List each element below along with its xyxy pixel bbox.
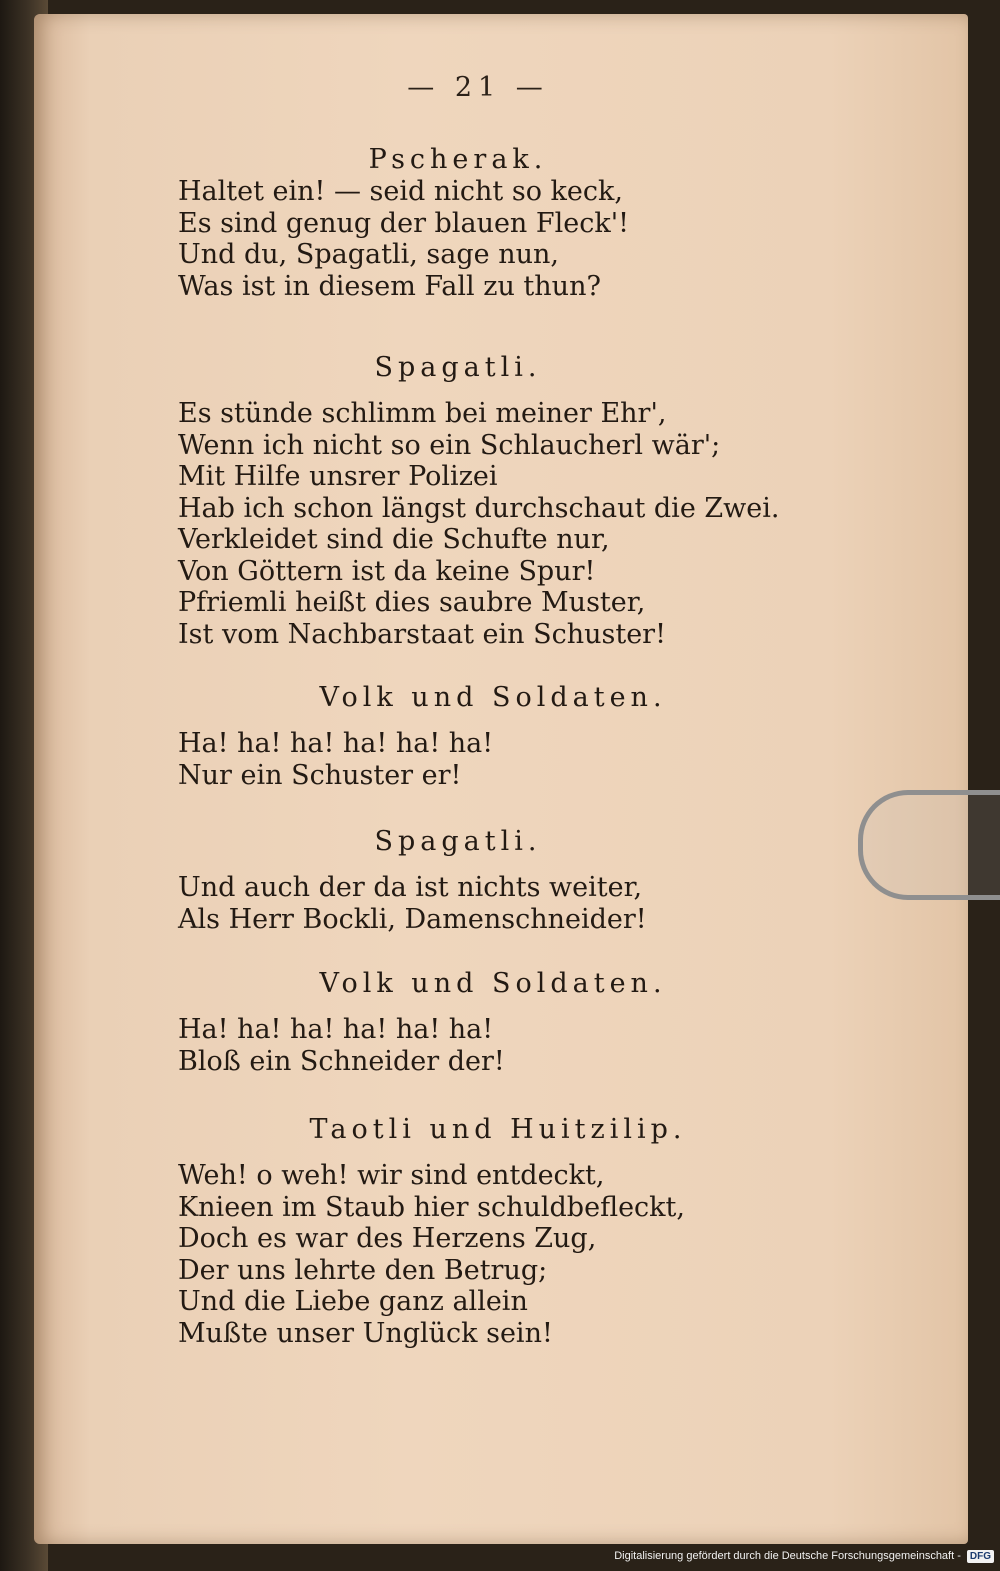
- verse-line: Mußte unser Unglück sein!: [178, 1317, 553, 1349]
- section-spagatli-1: [178, 352, 798, 650]
- speaker-heading: Pscherak.: [368, 144, 548, 175]
- speaker-heading: Spagatli.: [374, 352, 542, 383]
- verse: [178, 728, 798, 791]
- section-volk-1: [178, 682, 798, 791]
- verse-line: Hab ich schon längst durchschaut die Zwei.: [178, 492, 780, 524]
- verse-line: Verkleidet sind die Schufte nur,: [178, 524, 610, 555]
- verse-line: Ist vom Nachbarstaat ein Schuster!: [178, 618, 666, 650]
- verse-line: Als Herr Bockli, Damenschneider!: [178, 903, 647, 935]
- paper-clip: [858, 790, 1000, 900]
- verse-line: Wenn ich nicht so ein Schlaucherl wär';: [178, 429, 721, 461]
- verse-line: Bloß ein Schneider der!: [178, 1045, 505, 1077]
- verse-line: Der uns lehrte den Betrug;: [178, 1254, 548, 1286]
- footer-text: Digitalisierung gefördert durch die Deutsche Forschungsgemeinschaft -: [614, 1550, 961, 1562]
- verse: [178, 1160, 798, 1349]
- verse-line: Ha! ha! ha! ha! ha! ha!: [178, 728, 494, 759]
- section-volk-2: [178, 968, 798, 1077]
- section-pscherak: [178, 144, 798, 302]
- verse: [178, 1014, 798, 1077]
- verse: [178, 176, 798, 302]
- verse-line: Und du, Spagatli, sage nun,: [178, 239, 559, 270]
- verse-line: Und auch der da ist nichts weiter,: [178, 872, 643, 903]
- speaker-heading: Spagatli.: [374, 826, 542, 857]
- verse-line: Haltet ein! — seid nicht so keck,: [178, 176, 623, 207]
- verse-line: Ha! ha! ha! ha! ha! ha!: [178, 1014, 494, 1045]
- verse-line: Knieen im Staub hier schuldbefleckt,: [178, 1191, 685, 1223]
- verse-line: Es stünde schlimm bei meiner Ehr',: [178, 398, 667, 429]
- verse-line: Weh! o weh! wir sind entdeckt,: [178, 1160, 605, 1191]
- speaker-heading: Volk und Soldaten.: [319, 968, 667, 999]
- verse: [178, 398, 798, 650]
- verse-line: Pfriemli heißt dies saubre Muster,: [178, 587, 646, 618]
- speaker-heading: Volk und Soldaten.: [319, 682, 667, 713]
- verse-line: Was ist in diesem Fall zu thun?: [178, 270, 601, 302]
- verse-line: Mit Hilfe unsrer Polizei: [178, 461, 498, 492]
- section-taotli-huitzilip: [178, 1114, 798, 1349]
- section-spagatli-2: [178, 826, 798, 935]
- verse: [178, 872, 798, 935]
- verse-line: Nur ein Schuster er!: [178, 759, 462, 791]
- page-number: — 21 —: [407, 72, 549, 103]
- speaker-heading: Taotli und Huitzilip.: [309, 1114, 687, 1145]
- dfg-logo: DFG: [967, 1550, 994, 1563]
- digitization-footer: [614, 1546, 994, 1566]
- verse-line: Und die Liebe ganz allein: [178, 1286, 528, 1317]
- verse-line: Doch es war des Herzens Zug,: [178, 1223, 597, 1254]
- verse-line: Von Göttern ist da keine Spur!: [178, 555, 596, 587]
- verse-line: Es sind genug der blauen Fleck'!: [178, 207, 630, 239]
